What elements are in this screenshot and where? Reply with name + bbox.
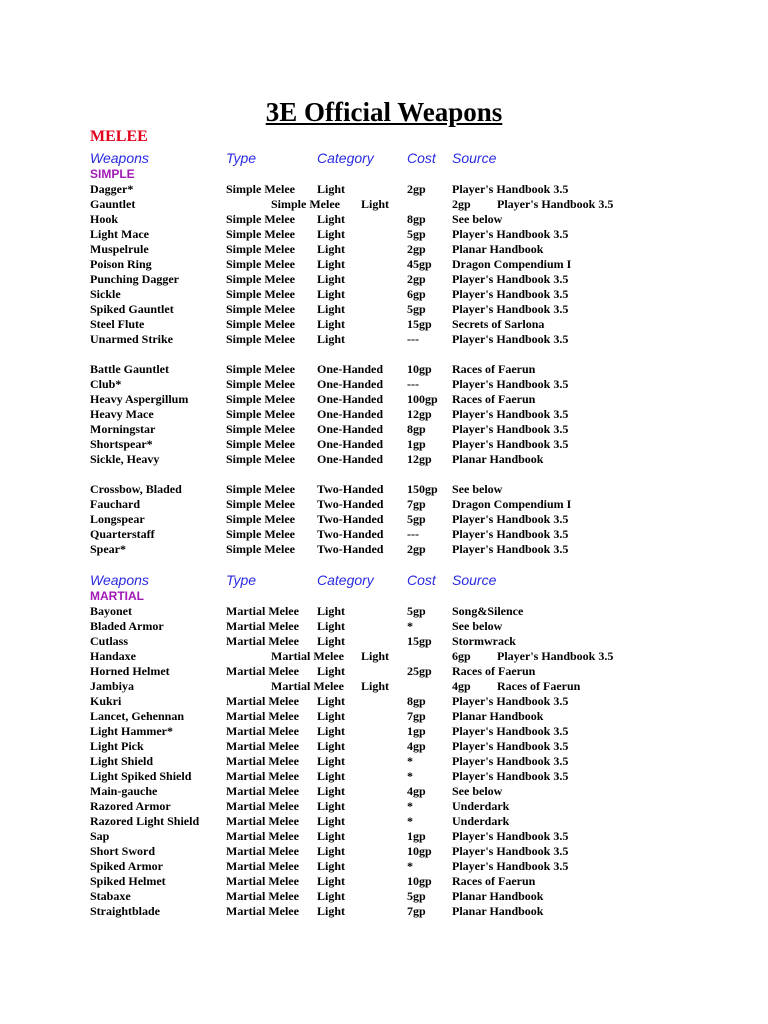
column-header-source: Source [452, 150, 497, 166]
weapon-name: Club* [90, 377, 122, 391]
weapon-type: Martial Melee [226, 664, 299, 678]
column-header-weapons: Weapons [90, 150, 149, 166]
weapon-name: Crossbow, Bladed [90, 482, 182, 496]
weapon-name: Heavy Mace [90, 407, 154, 421]
weapon-source: See below [452, 619, 503, 633]
weapon-type: Simple Melee [226, 317, 295, 331]
weapon-category: Light [317, 769, 346, 783]
table-row [0, 227, 768, 242]
weapon-name: Bayonet [90, 604, 132, 618]
weapon-name: Hook [90, 212, 119, 226]
weapon-category: Two-Handed [317, 497, 384, 511]
weapon-type: Simple Melee [226, 272, 295, 286]
weapon-name: Light Spiked Shield [90, 769, 192, 783]
weapon-cost: 15gp [407, 317, 432, 331]
table-row [0, 604, 768, 619]
table-row [0, 739, 768, 754]
table-row [0, 317, 768, 332]
weapon-category: Light [317, 829, 346, 843]
table-row [0, 212, 768, 227]
weapon-type: Simple Melee [226, 332, 295, 346]
weapon-name: Bladed Armor [90, 619, 164, 633]
weapon-cost: 4gp [407, 784, 426, 798]
table-row [0, 694, 768, 709]
table-row [0, 724, 768, 739]
weapon-category: One-Handed [317, 437, 384, 451]
weapon-cost: 4gp [407, 739, 426, 753]
weapon-source: See below [452, 482, 503, 496]
weapon-category: Light [317, 182, 346, 196]
weapon-source: Player's Handbook 3.5 [452, 694, 569, 708]
weapon-source: Player's Handbook 3.5 [452, 437, 569, 451]
weapon-cost: 10gp [407, 362, 432, 376]
weapon-category: Light [361, 197, 390, 211]
weapon-category: Light [317, 754, 346, 768]
table-row [0, 452, 768, 467]
weapon-cost: * [407, 859, 413, 873]
weapon-category: Light [317, 799, 346, 813]
table-row [0, 619, 768, 634]
weapon-category: Light [317, 257, 346, 271]
weapon-source: Player's Handbook 3.5 [452, 272, 569, 286]
weapon-name: Light Pick [90, 739, 144, 753]
weapon-cost: 6gp [452, 649, 471, 663]
weapon-source: Player's Handbook 3.5 [452, 377, 569, 391]
weapon-cost: --- [407, 332, 419, 346]
weapon-source: Dragon Compendium I [452, 497, 572, 511]
weapon-source: Player's Handbook 3.5 [452, 302, 569, 316]
weapon-type: Martial Melee [226, 799, 299, 813]
weapon-source: Underdark [452, 799, 510, 813]
weapon-cost: 12gp [407, 452, 432, 466]
weapon-type: Martial Melee [226, 904, 299, 918]
weapon-name: Gauntlet [90, 197, 136, 211]
weapon-type: Martial Melee [226, 874, 299, 888]
weapon-cost: 1gp [407, 437, 426, 451]
weapon-category: Light [317, 317, 346, 331]
weapon-source: See below [452, 784, 503, 798]
weapon-cost: 2gp [452, 197, 471, 211]
weapon-name: Horned Helmet [90, 664, 170, 678]
weapon-name: Spear* [90, 542, 126, 556]
weapon-category: Light [317, 634, 346, 648]
weapon-name: Razored Light Shield [90, 814, 200, 828]
weapon-source: Player's Handbook 3.5 [452, 769, 569, 783]
weapon-type: Martial Melee [226, 769, 299, 783]
weapon-source: Player's Handbook 3.5 [452, 527, 569, 541]
weapon-source: Player's Handbook 3.5 [452, 182, 569, 196]
table-row [0, 392, 768, 407]
table-row [0, 784, 768, 799]
weapon-category: One-Handed [317, 422, 384, 436]
weapon-type: Simple Melee [226, 407, 295, 421]
table-row [0, 287, 768, 302]
weapon-name: Straightblade [90, 904, 161, 918]
weapon-category: Light [317, 814, 346, 828]
weapon-category: Light [317, 287, 346, 301]
weapon-type: Martial Melee [271, 679, 344, 693]
weapon-category: One-Handed [317, 392, 384, 406]
weapon-source: Races of Faerun [452, 362, 536, 376]
weapon-type: Simple Melee [226, 482, 295, 496]
table-row [0, 527, 768, 542]
weapon-type: Simple Melee [226, 302, 295, 316]
weapon-category: Light [317, 212, 346, 226]
weapon-source: Planar Handbook [452, 709, 544, 723]
weapon-source: Races of Faerun [452, 874, 536, 888]
weapon-category: Light [317, 844, 346, 858]
weapon-source: Player's Handbook 3.5 [452, 829, 569, 843]
table-row [0, 829, 768, 844]
weapon-cost: 5gp [407, 889, 426, 903]
weapon-name: Muspelrule [90, 242, 149, 256]
weapon-type: Martial Melee [226, 604, 299, 618]
weapon-category: Light [317, 904, 346, 918]
table-row [0, 799, 768, 814]
weapon-type: Simple Melee [226, 257, 295, 271]
weapon-cost: 7gp [407, 497, 426, 511]
weapon-category: Light [317, 242, 346, 256]
weapon-type: Martial Melee [226, 829, 299, 843]
weapon-category: One-Handed [317, 377, 384, 391]
page-title: 3E Official Weapons [265, 97, 503, 127]
weapon-cost: 12gp [407, 407, 432, 421]
weapon-cost: 5gp [407, 302, 426, 316]
weapon-category: Light [317, 784, 346, 798]
weapon-type: Martial Melee [226, 859, 299, 873]
table-row [0, 362, 768, 377]
weapon-type: Simple Melee [271, 197, 340, 211]
weapon-type: Simple Melee [226, 377, 295, 391]
weapon-cost: --- [407, 527, 419, 541]
section-heading-melee: MELEE [90, 128, 148, 145]
weapon-cost: 1gp [407, 724, 426, 738]
weapon-name: Jambiya [90, 679, 135, 693]
weapon-type: Simple Melee [226, 362, 295, 376]
weapon-name: Heavy Aspergillum [90, 392, 189, 406]
weapon-category: One-Handed [317, 362, 384, 376]
weapon-type: Martial Melee [226, 739, 299, 753]
weapon-cost: 15gp [407, 634, 432, 648]
weapon-name: Spiked Helmet [90, 874, 166, 888]
weapon-name: Main-gauche [90, 784, 158, 798]
weapon-category: One-Handed [317, 407, 384, 421]
weapon-category: Light [361, 679, 390, 693]
table-row [0, 859, 768, 874]
weapon-category: Light [317, 709, 346, 723]
weapon-category: Light [317, 859, 346, 873]
table-row [0, 664, 768, 679]
weapon-source: Player's Handbook 3.5 [452, 422, 569, 436]
column-header-category: Category [317, 150, 374, 166]
table-row [0, 649, 768, 664]
weapon-type: Martial Melee [226, 709, 299, 723]
weapon-cost: * [407, 769, 413, 783]
group-label: MARTIAL [90, 589, 144, 603]
weapon-type: Simple Melee [226, 392, 295, 406]
weapon-cost: 2gp [407, 272, 426, 286]
weapon-type: Simple Melee [226, 452, 295, 466]
column-header-type: Type [226, 150, 257, 166]
weapon-source: Player's Handbook 3.5 [452, 542, 569, 556]
weapon-cost: 5gp [407, 227, 426, 241]
weapon-source: Player's Handbook 3.5 [497, 197, 614, 211]
weapon-category: Light [317, 874, 346, 888]
weapon-source: Player's Handbook 3.5 [452, 512, 569, 526]
weapon-name: Sap [90, 829, 110, 843]
weapon-cost: 5gp [407, 604, 426, 618]
table-row [0, 709, 768, 724]
weapon-type: Martial Melee [226, 784, 299, 798]
weapon-type: Simple Melee [226, 212, 295, 226]
table-row [0, 542, 768, 557]
weapon-type: Simple Melee [226, 527, 295, 541]
column-header-row [0, 570, 768, 590]
weapon-cost: 1gp [407, 829, 426, 843]
weapon-category: Light [317, 724, 346, 738]
weapon-source: Player's Handbook 3.5 [452, 227, 569, 241]
weapon-cost: --- [407, 377, 419, 391]
weapon-type: Martial Melee [271, 649, 344, 663]
weapon-source: Races of Faerun [452, 664, 536, 678]
table-row [0, 874, 768, 889]
table-row [0, 754, 768, 769]
column-header-category: Category [317, 572, 374, 588]
weapon-category: Two-Handed [317, 527, 384, 541]
weapon-type: Simple Melee [226, 287, 295, 301]
weapon-cost: 8gp [407, 694, 426, 708]
weapon-cost: 8gp [407, 422, 426, 436]
weapon-cost: 8gp [407, 212, 426, 226]
weapon-type: Simple Melee [226, 497, 295, 511]
weapon-cost: 6gp [407, 287, 426, 301]
weapon-cost: 10gp [407, 844, 432, 858]
weapon-source: Secrets of Sarlona [452, 317, 545, 331]
weapon-source: Player's Handbook 3.5 [452, 407, 569, 421]
weapon-category: Light [317, 889, 346, 903]
weapon-source: See below [452, 212, 503, 226]
weapon-source: Dragon Compendium I [452, 257, 572, 271]
weapon-type: Simple Melee [226, 182, 295, 196]
weapon-name: Sickle, Heavy [90, 452, 160, 466]
weapon-type: Martial Melee [226, 889, 299, 903]
table-row [0, 512, 768, 527]
weapon-name: Razored Armor [90, 799, 171, 813]
column-header-weapons: Weapons [90, 572, 149, 588]
weapon-cost: 2gp [407, 542, 426, 556]
weapon-type: Martial Melee [226, 619, 299, 633]
table-row [0, 272, 768, 287]
weapon-category: Light [317, 619, 346, 633]
weapon-type: Martial Melee [226, 814, 299, 828]
weapon-source: Player's Handbook 3.5 [452, 287, 569, 301]
column-header-row [0, 148, 768, 168]
table-row [0, 769, 768, 784]
weapon-name: Shortspear* [90, 437, 153, 451]
weapon-name: Kukri [90, 694, 122, 708]
weapon-type: Martial Melee [226, 724, 299, 738]
weapon-source: Player's Handbook 3.5 [452, 844, 569, 858]
weapon-cost: 7gp [407, 904, 426, 918]
table-row [0, 332, 768, 347]
weapon-name: Dagger* [90, 182, 134, 196]
column-header-type: Type [226, 572, 257, 588]
column-header-cost: Cost [407, 572, 436, 588]
weapon-type: Simple Melee [226, 227, 295, 241]
weapon-category: Two-Handed [317, 512, 384, 526]
column-header-cost: Cost [407, 150, 436, 166]
weapon-category: Light [317, 664, 346, 678]
table-row [0, 437, 768, 452]
weapon-name: Handaxe [90, 649, 137, 663]
weapon-name: Fauchard [90, 497, 141, 511]
table-row [0, 844, 768, 859]
weapon-name: Unarmed Strike [90, 332, 173, 346]
weapon-category: Two-Handed [317, 542, 384, 556]
weapon-cost: 2gp [407, 242, 426, 256]
table-row [0, 377, 768, 392]
weapon-source: Underdark [452, 814, 510, 828]
table-row [0, 679, 768, 694]
weapon-source: Planar Handbook [452, 889, 544, 903]
weapon-name: Spiked Gauntlet [90, 302, 174, 316]
weapon-name: Steel Flute [90, 317, 145, 331]
weapon-category: Two-Handed [317, 482, 384, 496]
weapon-name: Light Mace [90, 227, 149, 241]
weapon-source: Player's Handbook 3.5 [452, 859, 569, 873]
weapon-name: Poison Ring [90, 257, 152, 271]
table-row [0, 904, 768, 919]
weapon-source: Races of Faerun [497, 679, 581, 693]
weapon-category: Light [317, 739, 346, 753]
weapon-name: Lancet, Gehennan [90, 709, 185, 723]
weapon-name: Quarterstaff [90, 527, 155, 541]
weapon-cost: * [407, 754, 413, 768]
weapon-type: Simple Melee [226, 242, 295, 256]
weapon-source: Song&Silence [452, 604, 524, 618]
weapon-type: Martial Melee [226, 844, 299, 858]
weapon-category: Light [317, 332, 346, 346]
weapon-category: Light [361, 649, 390, 663]
group-label: SIMPLE [90, 167, 135, 181]
table-row [0, 497, 768, 512]
weapon-name: Stabaxe [90, 889, 131, 903]
weapon-type: Simple Melee [226, 542, 295, 556]
weapon-source: Races of Faerun [452, 392, 536, 406]
weapon-name: Cutlass [90, 634, 129, 648]
weapon-source: Planar Handbook [452, 242, 544, 256]
weapon-cost: * [407, 799, 413, 813]
table-row [0, 182, 768, 197]
weapon-source: Planar Handbook [452, 904, 544, 918]
weapon-type: Martial Melee [226, 754, 299, 768]
weapon-source: Player's Handbook 3.5 [497, 649, 614, 663]
table-row [0, 814, 768, 829]
weapon-name: Punching Dagger [90, 272, 180, 286]
weapon-cost: 4gp [452, 679, 471, 693]
weapon-name: Battle Gauntlet [90, 362, 169, 376]
weapon-source: Player's Handbook 3.5 [452, 724, 569, 738]
weapon-cost: 45gp [407, 257, 432, 271]
weapon-type: Martial Melee [226, 634, 299, 648]
weapon-type: Martial Melee [226, 694, 299, 708]
weapon-source: Player's Handbook 3.5 [452, 332, 569, 346]
table-row [0, 889, 768, 904]
table-row [0, 197, 768, 212]
column-header-source: Source [452, 572, 497, 588]
weapon-cost: 150gp [407, 482, 438, 496]
weapon-source: Stormwrack [452, 634, 516, 648]
weapon-cost: 10gp [407, 874, 432, 888]
table-row [0, 257, 768, 272]
weapon-type: Simple Melee [226, 437, 295, 451]
weapon-name: Short Sword [90, 844, 156, 858]
weapon-type: Simple Melee [226, 512, 295, 526]
weapon-category: Light [317, 604, 346, 618]
weapon-cost: 7gp [407, 709, 426, 723]
weapon-source: Planar Handbook [452, 452, 544, 466]
weapon-cost: 5gp [407, 512, 426, 526]
weapon-category: Light [317, 227, 346, 241]
weapon-category: Light [317, 302, 346, 316]
weapon-name: Light Shield [90, 754, 154, 768]
weapon-source: Player's Handbook 3.5 [452, 754, 569, 768]
weapon-cost: 25gp [407, 664, 432, 678]
table-row [0, 302, 768, 317]
table-row [0, 242, 768, 257]
weapon-cost: * [407, 814, 413, 828]
weapon-name: Light Hammer* [90, 724, 173, 738]
weapon-cost: * [407, 619, 413, 633]
weapon-name: Sickle [90, 287, 121, 301]
weapon-name: Morningstar [90, 422, 156, 436]
weapon-cost: 2gp [407, 182, 426, 196]
weapon-source: Player's Handbook 3.5 [452, 739, 569, 753]
weapon-category: Light [317, 694, 346, 708]
table-row [0, 482, 768, 497]
weapon-category: Light [317, 272, 346, 286]
table-row [0, 634, 768, 649]
weapon-cost: 100gp [407, 392, 438, 406]
weapon-type: Simple Melee [226, 422, 295, 436]
table-row [0, 407, 768, 422]
weapon-name: Longspear [90, 512, 145, 526]
weapon-name: Spiked Armor [90, 859, 164, 873]
table-row [0, 422, 768, 437]
weapon-category: One-Handed [317, 452, 384, 466]
